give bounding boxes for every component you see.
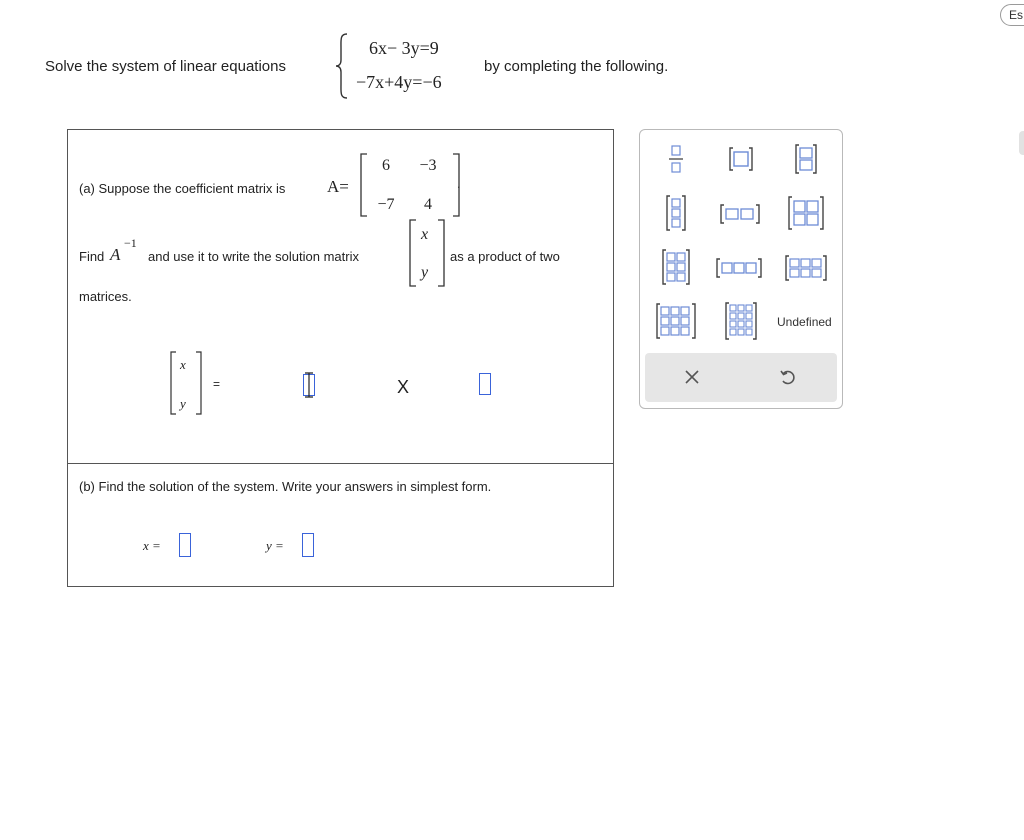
matrix-1x2-button[interactable] (720, 204, 760, 224)
equation-1: 6x− 3y=9 (369, 38, 439, 58)
matrix-4x3-button[interactable] (725, 302, 757, 340)
y-answer-input[interactable] (302, 533, 314, 557)
equals-sign: = (213, 377, 221, 391)
palette-action-bar (645, 353, 837, 402)
vector-y: y (421, 264, 429, 281)
fraction-button[interactable] (666, 145, 686, 173)
matrix-2x1-button[interactable] (795, 144, 817, 174)
inverse-base: A (110, 245, 121, 264)
constant-matrix-input[interactable] (479, 373, 491, 395)
matrix-cell: −3 (419, 157, 437, 174)
y-label: y = (266, 538, 284, 553)
find-label: Find (79, 249, 105, 264)
matrices-text: matrices. (79, 289, 132, 304)
inverse-matrix-input[interactable] (302, 372, 316, 396)
x-answer-input[interactable] (179, 533, 191, 557)
answer-vector-brackets (169, 350, 203, 416)
language-toggle-button[interactable]: Es (1000, 4, 1024, 26)
prompt-trail: by completing the following. (484, 58, 669, 75)
matrix-3x1-button[interactable] (666, 195, 686, 231)
matrix-a-label: A= (327, 177, 349, 196)
undefined-button[interactable]: Undefined (777, 315, 832, 329)
answer-vector-y: y (180, 396, 186, 411)
inverse-exponent: −1 (124, 236, 137, 250)
x-label: x = (143, 538, 161, 553)
product-text: as a product of two (450, 249, 560, 264)
part-divider (67, 463, 614, 464)
matrix-cell: −7 (377, 196, 395, 213)
use-text: and use it to write the solution matrix (148, 249, 359, 264)
matrix-cell: 4 (424, 196, 432, 213)
part-a-intro: (a) Suppose the coefficient matrix is (79, 181, 286, 196)
text-cursor-icon (302, 372, 316, 398)
clear-times-icon[interactable] (684, 369, 700, 385)
matrix-1x3-button[interactable] (716, 258, 762, 278)
prompt-lead: Solve the system of linear equations (45, 58, 286, 75)
period: . (457, 176, 461, 191)
matrix-3x2-button[interactable] (662, 249, 690, 285)
vector-x: x (421, 226, 429, 243)
matrix-2x2-button[interactable] (788, 196, 824, 230)
answer-vector-x: x (180, 357, 186, 372)
left-brace-icon (334, 32, 350, 100)
equation-2: −7x+4y=−6 (356, 72, 442, 92)
part-b-instruction: (b) Find the solution of the system. Write your answers in simplest form. (79, 479, 492, 494)
matrix-cell: 6 (382, 157, 390, 174)
matrix-1x1-button[interactable] (729, 147, 753, 171)
matrix-3x3-button[interactable] (656, 303, 696, 339)
side-tab-handle[interactable] (1019, 131, 1024, 155)
matrix-2x3-button[interactable] (785, 255, 827, 281)
times-sign: X (397, 377, 410, 397)
undo-icon[interactable] (779, 368, 797, 386)
question-box (67, 129, 614, 587)
